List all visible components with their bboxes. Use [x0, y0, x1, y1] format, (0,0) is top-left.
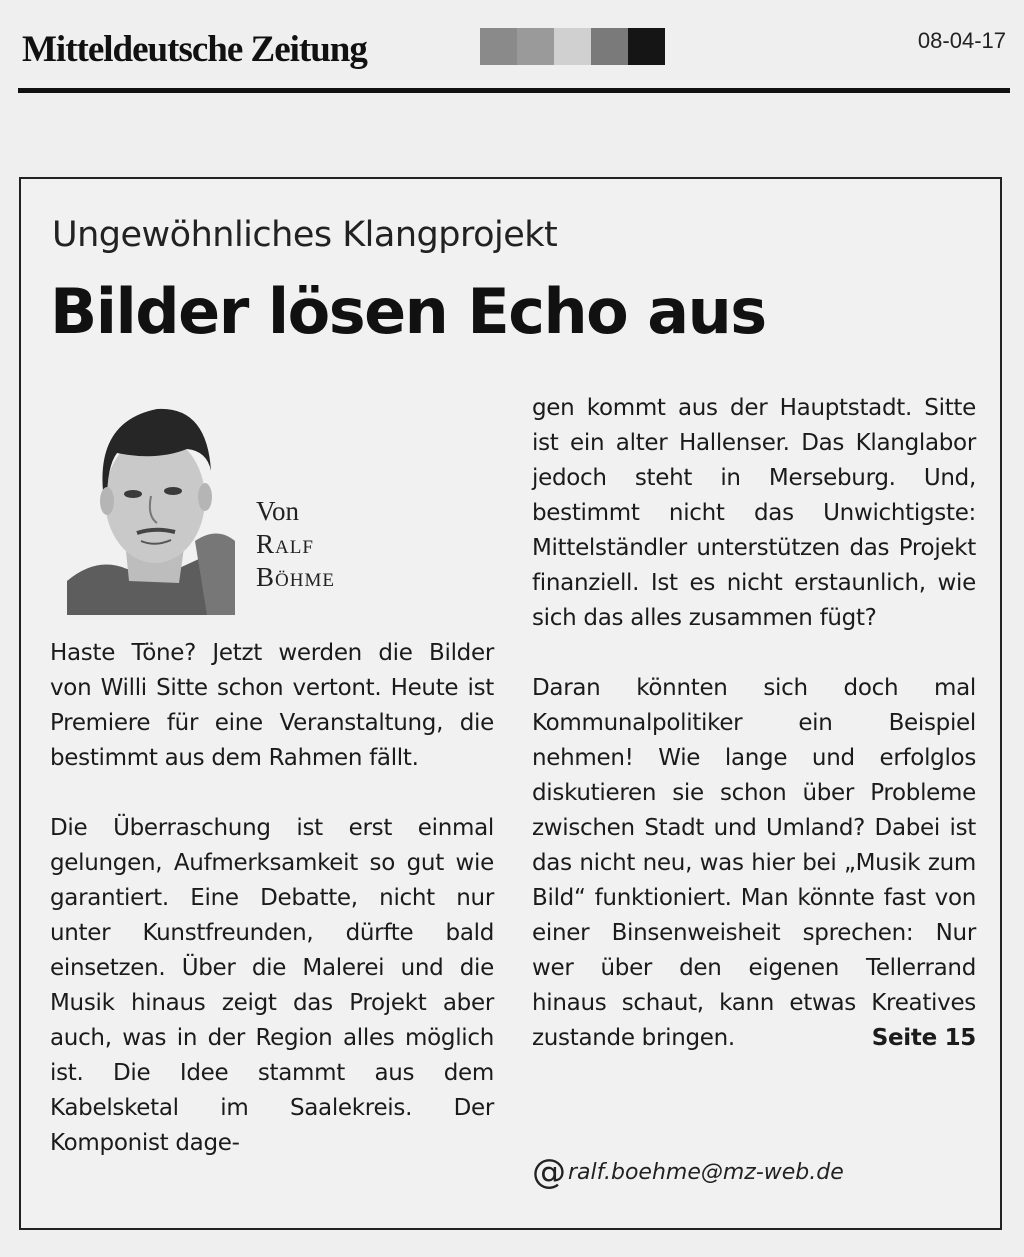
article-paragraph: Die Überraschung ist erst einmal gelungen, Aufmerksamkeit so gut wie garantiert. Eine Debatte, nicht nur unter Kunstfreunden, dürfte bald einsetzen. Über die Malerei und die Musik hinaus zeigt das Projekt aber auch, was in der Region alles möglich ist. Die Idee stammt aus dem Kabelsketal im Saalekreis. Der Komponist dage-	[50, 815, 494, 1156]
author-email[interactable]	[532, 1152, 844, 1192]
color-swatch-bar	[480, 28, 665, 65]
article-paragraph: gen kommt aus der Hauptstadt. Sitte ist ein alter Hallenser. Das Klanglabor jedoch steht in Merseburg. Und, bestimmt nicht das Unwichtigste: Mittelständler unterstützen das Projekt finanziell. Ist es nicht erstaunlich, wie sich das alles zusammen fügt?	[532, 395, 976, 631]
article-box	[19, 177, 1002, 1230]
color-swatch	[480, 28, 517, 65]
at-sign-icon: @	[532, 1152, 566, 1192]
masthead-rule	[18, 88, 1010, 93]
email-address[interactable]: ralf.boehme@mz-web.de	[568, 1159, 844, 1185]
color-swatch	[554, 28, 591, 65]
author-last-name: Böhme	[256, 562, 335, 592]
color-swatch	[628, 28, 665, 65]
article-paragraph-with-ref	[532, 671, 976, 1056]
color-swatch	[591, 28, 628, 65]
byline-von: Von	[256, 496, 300, 526]
article-kicker: Ungewöhnliches Klangprojekt	[52, 215, 558, 255]
article-column-right	[532, 391, 976, 1056]
masthead	[18, 20, 1008, 80]
issue-date: 08-04-17	[917, 28, 1006, 53]
page-reference: Seite 15	[871, 1025, 976, 1051]
article-column-left	[50, 636, 494, 1161]
newspaper-title: Mitteldeutsche Zeitung	[22, 29, 367, 70]
article-paragraph: Haste Töne? Jetzt werden die Bilder von Willi Sitte schon vertont. Heute ist Premiere für eine Veranstaltung, die bestimmt aus dem Rahmen fällt.	[50, 640, 494, 771]
author-first-name: Ralf	[256, 529, 314, 559]
article-paragraph: Daran könnten sich doch mal Kommunalpolitiker ein Beispiel nehmen! Wie lange und erfolglos diskutieren sie schon über Probleme zwischen Stadt und Umland? Dabei ist das nicht neu, was hier bei „Musik zum Bild“ funktioniert. Man könnte fast von einer Binsenweisheit sprechen: Nur wer über den eigenen Tellerrand hinaus schaut, kann etwas Kreatives zustande bringen.	[532, 675, 976, 1051]
color-swatch	[517, 28, 554, 65]
article-headline: Bilder lösen Echo aus	[50, 275, 766, 348]
author-photo	[67, 391, 235, 615]
byline	[256, 495, 335, 594]
